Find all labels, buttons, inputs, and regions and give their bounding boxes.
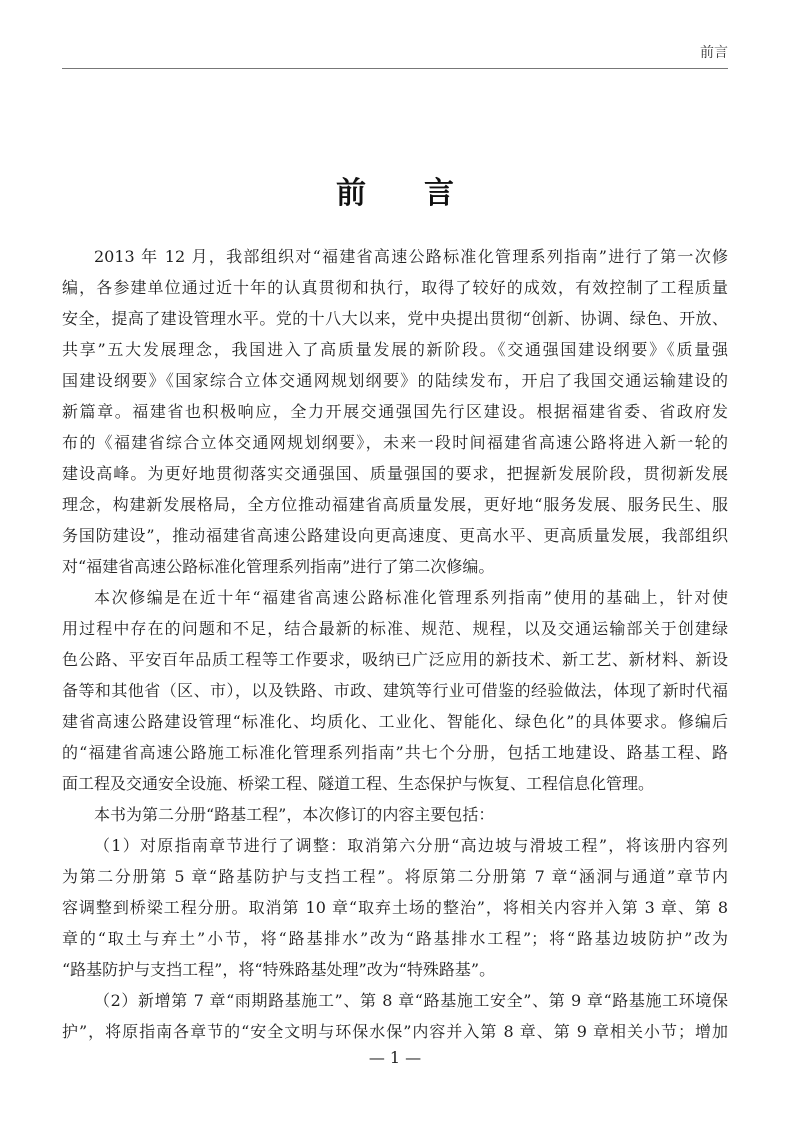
page-number: — 1 —: [368, 1048, 422, 1067]
body-line: 色公路、平安百年品质工程等工作要求，吸纳已广泛应用的新技术、新工艺、新材料、新设: [62, 650, 728, 669]
page-title: 前言: [336, 176, 512, 211]
body-line: 安全，提高了建设管理水平。党的十八大以来，党中央提出贯彻“创新、协调、绿色、开放、: [62, 309, 728, 328]
body-line: 用过程中存在的问题和不足，结合最新的标准、规范、规程，以及交通运输部关于创建绿: [62, 619, 728, 638]
body-line: 本书为第二分册“路基工程”，本次修订的内容主要包括：: [94, 805, 495, 824]
body-line: 新篇章。福建省也积极响应，全力开展交通强国先行区建设。根据福建省委、省政府发: [62, 402, 728, 421]
body-line: （1）对原指南章节进行了调整：取消第六分册“高边坡与滑坡工程”，将该册内容列: [94, 836, 728, 855]
body-line: 建设高峰。为更好地贯彻落实交通强国、质量强国的要求，把握新发展阶段，贯彻新发展: [62, 464, 728, 483]
body-line: 理念，构建新发展格局，全方位推动福建省高质量发展，更好地“服务发展、服务民生、服: [62, 495, 728, 514]
body-line: 备等和其他省（区、市），以及铁路、市政、建筑等行业可借鉴的经验做法，体现了新时代福: [62, 681, 728, 700]
body-line: 布的《福建省综合立体交通网规划纲要》，未来一段时间福建省高速公路将进入新一轮的: [62, 433, 728, 452]
body-line: 为第二分册第 5 章“路基防护与支挡工程”。将原第二分册第 7 章“涵洞与通道”章节内: [62, 867, 728, 886]
body-line: 对“福建省高速公路标准化管理系列指南”进行了第二次修编。: [62, 557, 495, 576]
running-header: [62, 42, 728, 69]
body-text: [62, 241, 728, 1047]
body-line: 务国防建设”，推动福建省高速公路建设向更高速度、更高水平、更高质量发展，我部组织: [62, 526, 728, 545]
body-line: 护”，将原指南各章节的“安全文明与环保水保”内容并入第 8 章、第 9 章相关小节；增加: [62, 1022, 728, 1041]
running-title: 前言: [700, 45, 728, 61]
body-line: 建省高速公路建设管理“标准化、均质化、工业化、智能化、绿色化”的具体要求。修编后: [62, 712, 728, 731]
body-line: 编，各参建单位通过近十年的认真贯彻和执行，取得了较好的成效，有效控制了工程质量: [62, 278, 728, 297]
body-line: 的“福建省高速公路施工标准化管理系列指南”共七个分册，包括工地建设、路基工程、路: [62, 743, 728, 762]
body-line: （2）新增第 7 章“雨期路基施工”、第 8 章“路基施工安全”、第 9 章“路基施工环境保: [94, 991, 728, 1010]
body-line: 本次修编是在近十年“福建省高速公路标准化管理系列指南”使用的基础上，针对使: [94, 588, 728, 607]
body-line: 容调整到桥梁工程分册。取消第 10 章“取弃土场的整治”，将相关内容并入第 3 章、第 8: [62, 898, 728, 917]
body-line: 2013 年 12 月，我部组织对“福建省高速公路标准化管理系列指南”进行了第一次修: [94, 247, 728, 266]
body-line: 共享”五大发展理念，我国进入了高质量发展的新阶段。《交通强国建设纲要》《质量强: [62, 340, 728, 359]
body-line: 国建设纲要》《国家综合立体交通网规划纲要》的陆续发布，开启了我国交通运输建设的: [62, 371, 728, 390]
body-line: 面工程及交通安全设施、桥梁工程、隧道工程、生态保护与恢复、工程信息化管理。: [62, 774, 655, 793]
body-line: “路基防护与支挡工程”，将“特殊路基处理”改为“特殊路基”。: [62, 960, 496, 979]
body-line: 章的“取土与弃土”小节，将“路基排水”改为“路基排水工程”；将“路基边坡防护”改为: [62, 929, 728, 948]
